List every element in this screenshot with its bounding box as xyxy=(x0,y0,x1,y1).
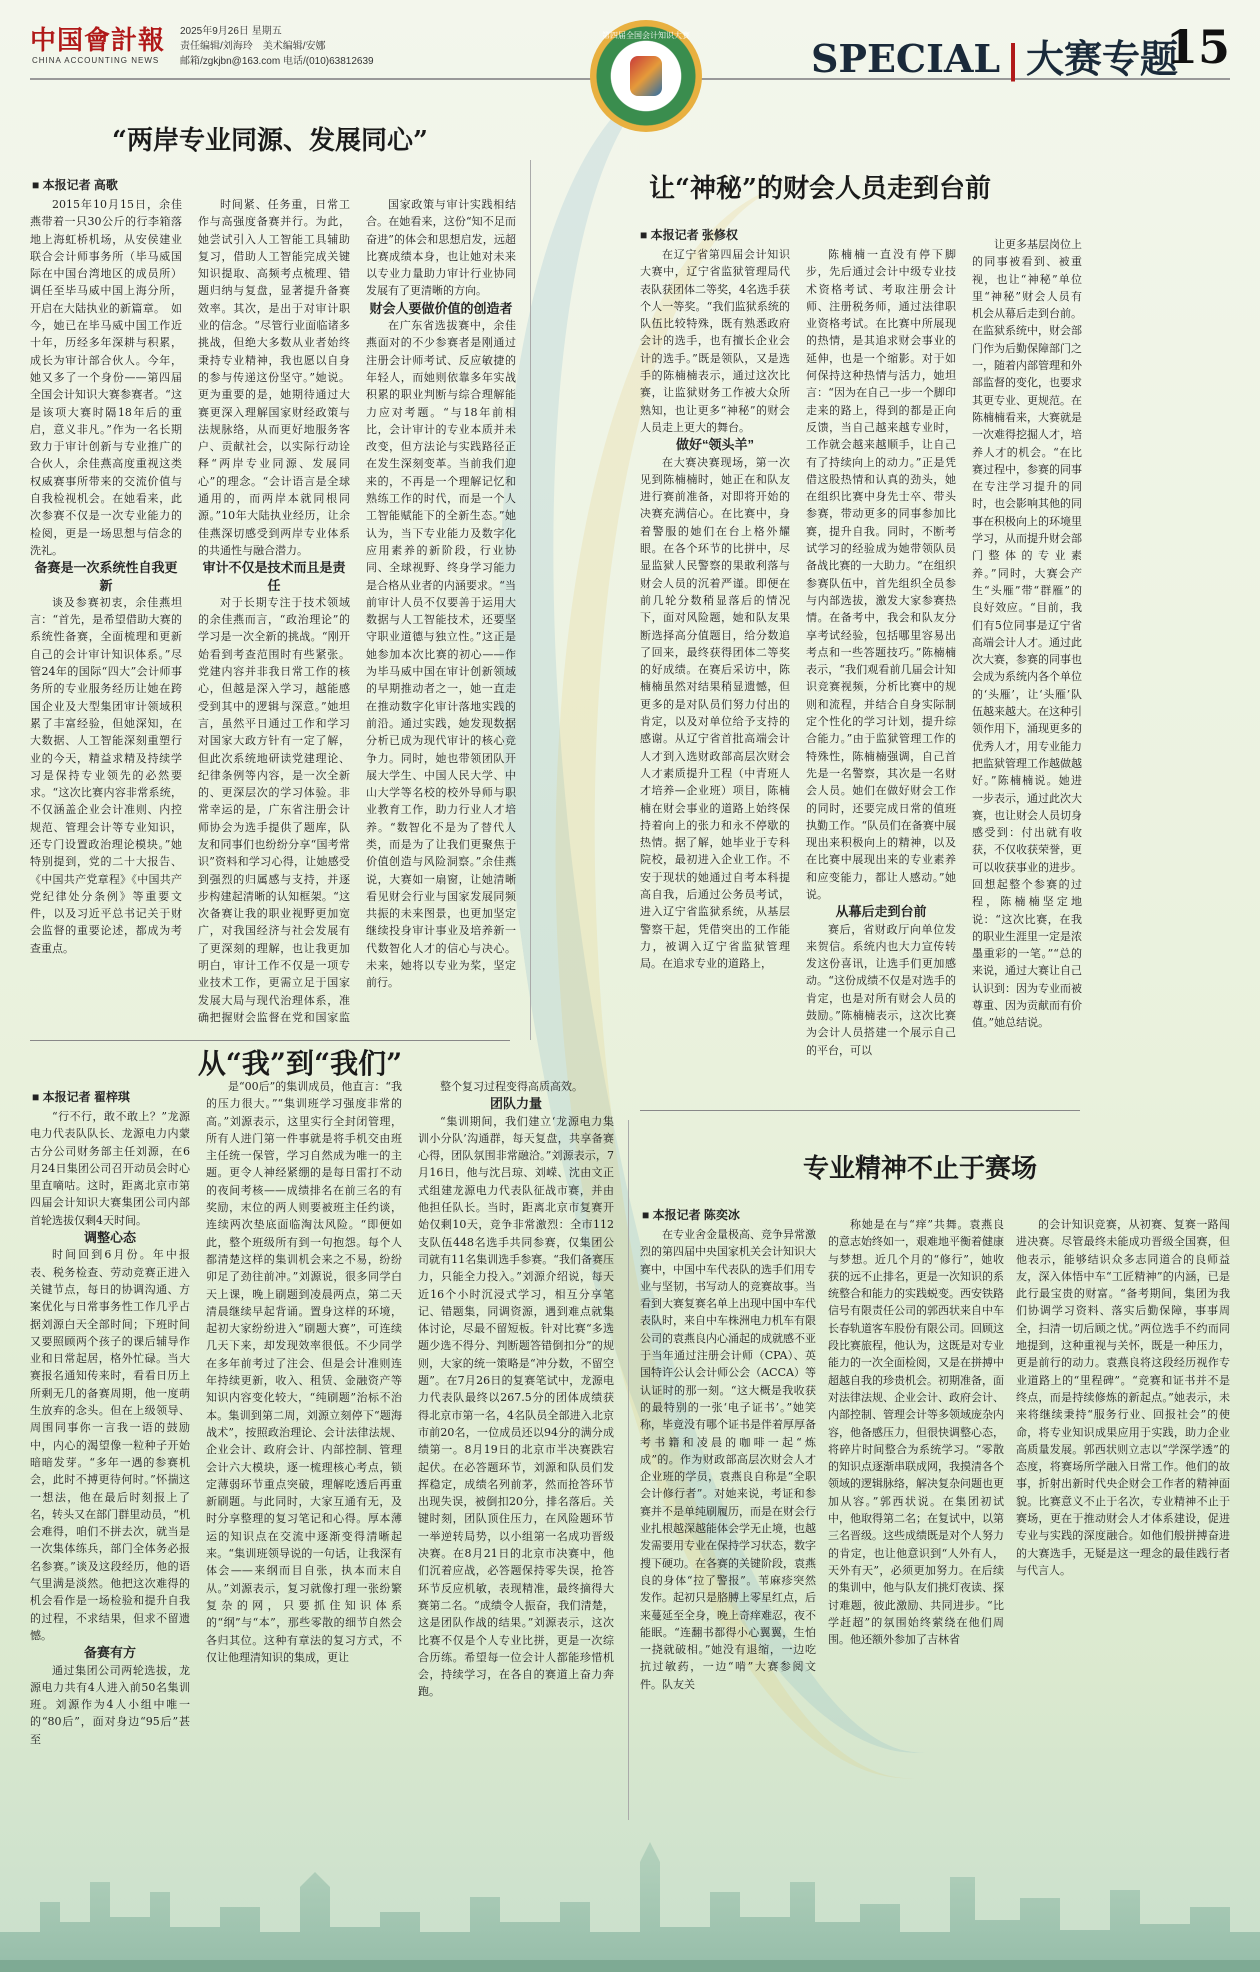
article-4-column-2 xyxy=(828,1216,1004,1826)
article-4-para: 称她是在与“痒”共舞。袁燕良的意志始终如一，艰难地平衡着健康与梦想。近几个月的“修行”，她收获的远不止排名，更是一次知识的系统整合和能力的实践蜕变。西安铁路信号有限责任公司的郭西状来自中车长春轨道客车股份有限公司。回顾这段比赛旅程，他认为，这既是对专业能力的一次全面检阅，又是在拼搏中超越自我的珍贵机会。初期准备，面对法律法规、企业会计、政府会计、内部控制、管理会计等多领域庞杂内容，他备感压力，但很快调整心态，将碎片时间整合为系统学习。“零散的知识点逐渐串联成网，我摸清各个领域的逻辑脉络，解决复杂问题也更加从容。”郭西状说。在集团初试中，他取得第二名；在复试中，以第三名晋级。这些成绩既是对个人努力的肯定，也让他意识到“人外有人，天外有天”，必须更加努力。在后续的集训中，他与队友们挑灯夜读、探讨难题，彼此激励、共同进步。“比学赶超”的氛围始终萦绕在他们周围。他还额外参加了吉林省 xyxy=(828,1218,1004,1647)
article-1-title: “两岸专业同源、发展同心” xyxy=(112,126,428,156)
section-en: SPECIAL xyxy=(810,36,1001,81)
article-4-byline: ■ 本报记者 陈奕冰 xyxy=(642,1206,740,1223)
article-2-para: 在大赛决赛现场，第一次见到陈楠楠时，她正在和队友进行赛前准备，对即将开始的决赛充满信心。在比赛中，身着警服的她们在台上格外耀眼。在各个环节的比拼中，尽显监狱人民警察的果敢利落与财会人员的沉着严谨。即便在前几轮分数稍显落后的情况下，面对风险题，她和队友果断选择高分值题目，给分数追了回来，最终获得团体二等奖的好成绩。在赛后采访中，陈楠楠虽然对结果稍显遗憾，但更多的是对队员们努力付出的肯定，以及对单位给予支持的感谢。从辽宁省首批高端会计人才到入选财政部高层次财会人才素质提升工程（中青班人才培养—企业班）项目，陈楠楠在财会事业的道路上始终保持着向上的张力和永不停歇的热情。据了解，她毕业于专科院校，最初进入企业工作。不安于现状的她通过自考本科提高自我，后通过公务员考试，进入辽宁省监狱系统，从基层警察干起，凭借突出的工作能力，被调入辽宁省监狱管理局。在追求专业的道路上， xyxy=(640,455,790,971)
article-1-para: 时间紧、任务重，日常工作与高强度备赛并行。为此，她尝试引入人工智能工具辅助复习，借助人工智能完成关键知识提取、高频考点梳理、错题归纳与复盘，显著提升备赛效率。其次，是出于对审计职业的信念。“尽管行业面临诸多挑战，但绝大多数从业者始终秉持专业精神，我也愿以自身的参与传递这份坚守。”她说。更为重要的是，她期待通过大赛更深入理解国家财经政策与法规脉络，从而更好地服务客户、贡献社会，以实际行动诠释“两岸专业同源、发展同心”的理念。“会计语言是全球通用的，而两岸本就同根同源。”10年大陆执业经历，让余佳燕深切感受到两岸专业体系的共通性与融合潜力。 xyxy=(198,198,350,557)
article-3-column-3 xyxy=(418,1078,614,1838)
article-3-column-1 xyxy=(30,1108,190,1828)
article-3-para: “集训期间，我们建立‘龙源电力集训小分队’沟通群，每天复盘，共享备赛心得，团队氛围非常融洽。”刘源表示，7月16日，他与沈吕琼、刘嵘、沈由文正式组建龙源电力代表队征战市赛，并由他担任队长。当时，距离北京市复赛开始仅剩10天，竞争非常激烈：全市112支队伍448名选手共同参赛，仅集团公司就有11名集训选手参赛。“我们备赛压力，只能全力投入。”刘源介绍说，每天近16个小时沉浸式学习，相互分享笔记、错题集，同调资源，遇到难点就集体讨论，尽最不留短板。针对比赛“多选题少选不得分、判断题答错倒扣分”的规则，大家的统一策略是“冲分数，不留空题”。在7月26日的复赛笔试中，龙源电力代表队最终以267.5分的团体成绩获得北京市第一名，4名队员全部进入北京市前20名，一位成员还以94分的满分成绩第一。8月19日的北京市半决赛跌宕起伏。在必答题环节，刘源和队员们发挥稳定，成绩名列前茅，然而抢答环节出现失误，被倒扣20分，排名落后。关键时刻，团队顶住压力，在风险题环节一举逆转局势，以小组第一名成功晋级决赛。在8月21日的北京市决赛中，他们沉着应战，必答题保持零失误，抢答环节反应机敏，表现精准，最终摘得大赛第二名。“成绩令人振奋，我们清楚，这是团队作战的结果。”刘源表示，这次比赛不仅是个人专业比拼，更是一次综合历练。希望每一位会计人都能珍惜机会，持续学习，在各自的赛道上奋力奔跑。 xyxy=(418,1114,614,1699)
article-2-column-2 xyxy=(806,246,956,1096)
badge-text: 第四届全国会计知识大赛 xyxy=(602,31,690,40)
article-1-para: 谈及参赛初衷，余佳燕坦言：“首先，是希望借助大赛的系统性备赛，全面梳理和更新自己的会计审计知识体系。”尽管24年的国际“四大”会计师事务所的专业服务经历让她在跨国企业及大型集团审计领域积累了丰富经验，但她深知，在大数据、人工智能深刻重塑行业的今天，精益求精及持续学习是保持专业领先的必然要求。“这次比赛内容非常系统，不仅涵盖企业会计准则、内控规范、管理会计等专业知识，还专门设置政治理论模块。”她特别提到，党的二十大报告、《中国共产党章程》《中国共产党纪律处分条例》等重要文件，以及习近平总书记关于财会监督的重要论述，都成为考查重点。 xyxy=(30,595,182,955)
city-skyline-illustration xyxy=(0,1832,1260,1972)
column-divider xyxy=(628,1120,629,1820)
article-4-title: 专业精神不止于赛场 xyxy=(802,1154,1037,1184)
article-1-subhead-3: 财会人要做价值的创造者 xyxy=(369,300,513,316)
article-3-byline: ■ 本报记者 翟梓琪 xyxy=(32,1088,130,1105)
article-3-para: “行不行，敢不敢上？”龙源电力代表队队长、龙源电力内蒙古分公司财务部主任刘源，在6月24日集团公司召开动员会时心里直嘀咕。这时，距离北京市第四届会计知识大赛集团公司内部首轮选拔仅剩4天时间。 xyxy=(30,1110,190,1227)
article-1-subhead-2: 审计不仅是技术而且是责任 xyxy=(202,560,346,593)
article-1-para: 对于长期专注于技术领域的余佳燕而言，“政治理论”的学习是一次全新的挑战。“刚开始看到考查范围时有些紧张。党建内容并非我日常工作的核心，但越是深入学习，越能感受到其中的逻辑与深意。”她坦言，虽然平日通过工作和学习对国家大政方针有一定了解，但此次系统地研读党建理论、纪律条例等内容，是一次全新的、更深层次的学习体验。非常幸运的是，广东省注册会计师协会为选手提供了题库，队友和同事们也纷纷分享“国考常识”资料和学习心得，让她感受到强烈的归属感与支持，并逐步构建起清晰的认知框架。“这次备赛让我的职业视野更加宽广，对我国经济与社会发展有了更深刻的理解，也让我更加明白，审计工作不仅是一项专业技术工作，更需立足于国家发展大局与现代治理体系，准确把握财会监督在党和国家监 xyxy=(198,595,350,1024)
section-title xyxy=(811,28,1178,83)
article-3-para: 整个复习过程变得高质高效。 xyxy=(440,1080,583,1093)
article-1-column-2 xyxy=(198,196,350,1026)
article-4-column-1 xyxy=(640,1226,816,1826)
issue-meta xyxy=(180,24,374,69)
article-1-subhead-1: 备赛是一次系统性自我更新 xyxy=(34,560,178,593)
article-1-para: 2015年10月15日，余佳燕带着一只30公斤的行李箱落地上海虹桥机场，从安侯建业联合会计师事务所（毕马威国际在中国台湾地区的成员所）调任至毕马威中国上海分所，开启在大陆执业的新篇章。 如今，她已在毕马威中国工作近十年，历经多年深耕与积累，成长为审计部合伙人。今年，她又多了一个身份——第四届全国会计知识大赛参赛者。“这是该项大赛时隔18年后的重启，意义非凡。”作为一名长期致力于审计创新与专业推广的合伙人，余佳燕高度重视这类权威赛事所带来的交流价值与自我检视机会。在她看来，此次参赛不仅是一次专业能力的检阅，更是一场思想与信念的洗礼。 xyxy=(30,198,182,557)
newspaper-logo-en: CHINA ACCOUNTING NEWS xyxy=(32,56,160,65)
contest-badge-logo xyxy=(590,20,702,132)
article-2-subhead-2: 从幕后走到台前 xyxy=(835,904,927,920)
article-3-title: 从“我”到“我们” xyxy=(197,1047,403,1080)
article-2-column-1 xyxy=(640,246,790,1096)
article-3-column-2 xyxy=(206,1078,402,1838)
article-1-para: 在广东省选拔赛中，余佳燕面对的不少参赛者是刚通过注册会计师考试、反应敏捷的年轻人，而她则依靠多年实战积累的职业判断与综合理解能力应对考题。“与18年前相比，会计审计的专业本质并未改变，但方法论与实践路径正在发生深刻变革。当前我们迎来的，不再是一个理解记忆和熟练工作的时代，而是一个人工智能赋能下的全新生态。”她认为，当下专业能力及数字化应用素养的新阶段，行业协同、全球视野、终身学习能力是合格从业者的内涵要求。“当前审计人员不仅要善于运用大数据与人工智能技术，还要坚守职业道德与独立性。”这正是她参加本次比赛的初心——作为毕马威中国在审计创新领域的早期推动者之一，她一直走在推动数字化审计落地实践的前沿。通过实践，她发现数据分析已成为现代审计的核心竞争力。同时，她也带领团队开展大学生、中国人民大学、中山大学等名校的校外导师与职业教育工作，助力行业人才培养。“数智化不是为了替代人类，而是为了让我们更聚焦于价值创造与风险洞察。”余佳燕说，大赛如一扇窗，让她清晰看见财会行业与国家发展同频共振的未来图景，也更加坚定继续投身审计事业及培养新一代数智化人才的信心与决心。未来，她将以专业为桨，坚定前行。 xyxy=(366,319,516,990)
article-2-byline: ■ 本报记者 张修权 xyxy=(640,226,738,243)
article-3-subhead-3: 团队力量 xyxy=(489,1096,542,1112)
article-2-para: 陈楠楠一直没有停下脚步，先后通过会计中级专业技术资格考试、考取注册会计师、注册税务师，通过法律职业资格考试。在比赛中所展现的热情，是其追求财会事业的延伸，也是一个缩影。对于如何保持这种热情与活力，她坦言：“因为在自己一步一个脚印走来的路上，得到的都是正向反馈，当自己越来越专业时，工作就会越来越顺手，让自己有了持续向上的动力。”正是凭借这股热情和认真的劲头，她在组织比赛中身先士卒、带头参赛，带动更多的同事参加比赛，提升自我。同时，不断考试学习的经验成为她带领队员备战比赛的一大助力。“在组织参赛队伍中，首先组织全员参与内部选拔，激发大家参赛热情。在备考中，我会和队友分享考试经验，包括哪里容易出考点和一些答题技巧。”陈楠楠表示，“我们观看前几届会计知识竞赛视频，分析比赛中的规则和流程，并结合自身实际制定个性化的学习计划，提升综合能力。”由于监狱管理工作的特殊性，陈楠楠强调，自己首先是一名警察，其次是一名财会人员。她们在做好财会工作的同时，还要完成日常的值班执勤工作。“队员们在备赛中展现出来积极向上的精神，以及在比赛中展现出来的专业素养和应变能力，都让人感动。”她说。 xyxy=(806,248,956,901)
article-1-byline: ■ 本报记者 高歌 xyxy=(32,176,118,193)
article-3-subhead-2: 备赛有方 xyxy=(83,1645,136,1661)
article-3-para: 是“00后”的集训成员，他直言：“我的压力很大。”“集训班学习强度非常的高。”刘源表示，这里实行全封闭管理，所有人进门第一件事就是将手机交由班主任统一保管，学习自然成为唯一的主题。更令人神经紧绷的是每日雷打不动的夜间考核——成绩排名在前三名的有奖励，末位的两人则要被班主任约谈，连续两次垫底面临淘汰风险。“即便如此，整个班级所有到一句抱怨。每个人都清楚这样的集训机会来之不易，纷纷卯足了劲往前冲。”刘源说，很多同学白天上课，晚上刷题到凌晨两点，第二天清晨继续早起背诵。置身这样的环境，起初大家纷纷进入“刷题大赛”，可连续几天下来，却发现效率很低。不少同学在多年前考过了注会、但是会计准则连年持续更新，收入、租赁、金融资产等知识内容变化较大，“纯刷题”治标不治本。集训到第二周，刘源立刻停下“题海战术”，按照政治理论、会计法律法规、企业会计、政府会计、内部控制、管理会计六大模块，逐一梳理核心考点，锁定薄弱环节重点突破，理解吃透后再重新刷题。与此同时，大家互通有无，及时分享整理的复习笔记和心得。厚本薄运的知识点在交流中逐渐变得清晰起来。“集训班领导说的一句话，让我深有体会——来纲而目自张，执本而末自从。”刘源表示，复习就像打理一张纷繁复杂的网，只要抓住知识体系的“纲”与“本”，那些零散的细节自然会各归其位。这种有章法的复习方式，不仅让他理清知识的集成，更让 xyxy=(206,1080,402,1664)
article-3-para: 通过集团公司两轮选拔，龙源电力共有4人进入前50名集训班。刘源作为4人小组中唯一的“80后”，面对身边“95后”甚至 xyxy=(30,1663,190,1746)
article-1-column-1 xyxy=(30,196,182,1026)
article-3-subhead-1: 调整心态 xyxy=(83,1230,136,1246)
column-divider xyxy=(530,160,531,1040)
section-divider xyxy=(30,1040,510,1041)
badge-emblem-icon xyxy=(630,56,662,96)
article-2-title: 让“神秘”的财会人员走到台前 xyxy=(649,174,991,204)
newspaper-logo: 中国會計報 xyxy=(30,26,166,56)
article-2-subhead-1: 做好“领头羊” xyxy=(675,437,754,453)
article-2-column-3 xyxy=(972,236,1082,1096)
article-2-para: 在辽宁省第四届会计知识大赛中，辽宁省监狱管理局代表队获团体二等奖，4名选手获个人一等奖。“我们监狱系统的队伍比较特殊，既有熟悉政府会计的选手，也有擅长企业会计的选手。”既是领队，又是选手的陈楠楠表示，通过这次比赛，让监狱财务工作被大众所熟知，也让更多“神秘”的财会人员走上更大的舞台。 xyxy=(640,248,790,434)
editor-line: 责任编辑/刘海玲 美术编辑/安娜 xyxy=(180,41,326,52)
article-4-para: 在专业舍金量极高、竞争异常激烈的第四届中央国家机关会计知识大赛中，中国中车代表队的选手们用专业与坚韧，书写动人的竞赛故事。当看到大赛复赛名单上出现中国中车代表队时，来自中车株洲电力机车有限公司的袁燕良内心涌起的成就感不亚于当年通过注册会计师（CPA）、英国特许公认会计师公会（ACCA）等认证时的那一刻。“这大概是我收获的最特别的一张‘电子证书’。”她笑称，毕竟没有哪个证书是伴着厚厚备考书籍和凌晨的咖啡一起“炼成”的。作为财政部高层次财会人才企业班的学员，袁燕良自称是“全职会计修行者”。对她来说，考证和参赛并不是单纯刷履历，而是在财会行业扎根越深越能体会学无止境，也越发需要用专业在保持学习状态，数字搜下硬功。在各赛的关键阶段，袁燕良的身体“拉了警报”。苇麻疹突然发作。起初只是胳膊上零星红点，后来蔓延至全身，晚上奇痒难忍，夜不能眠。“连翻书都得小心翼翼，生怕一挠就破相。”她没有退缩，一边吃抗过敏药，一边“啃”大赛参阅文件。队友关 xyxy=(640,1228,816,1691)
article-1-column-3 xyxy=(366,196,516,1026)
section-divider xyxy=(640,1110,1080,1111)
page-number: 15 xyxy=(1165,20,1230,74)
section-bar: | xyxy=(1006,36,1020,81)
section-cn: 大赛专题 xyxy=(1025,36,1178,81)
article-2-para: 赛后，省财政厅向单位发来贺信。系统内也大力宣传转发这份喜讯，让选手们更加感动。“这份成绩不仅是对选手的肯定，也是对所有财会人员的鼓励。”陈楠楠表示，这次比赛为会计人员搭建一个展示自己的平台，可以 xyxy=(806,922,956,1057)
article-2-para: 让更多基层岗位上的同事被看到、被重视，也让“神秘”单位里“神秘”财会人员有机会从幕后走到台前。在监狱系统中，财会部门作为后勤保障部门之一，随着内部管理和外部监督的变化，也要求其更专业、更规范。在陈楠楠看来，大赛就是一次难得挖掘人才，培养人才的机会。“在比赛过程中，参赛的同事在专注学习提升的同时，也会影响其他的同事在积极向上的环境里学习，从而提升财会部门整体的专业素养。”同时，大赛会产生“头雁”带“群雁”的良好效应。“目前，我们有5位同事是辽宁省高端会计人才。通过此次大赛，参赛的同事也会成为系统内各个单位的‘头雁’，让‘头雁’队伍越来越大。在这种引领作用下，涌现更多的优秀人才，用专业能力把监狱管理工作越做越好。”陈楠楠说。她进一步表示，通过此次大赛，也让财会人员切身感受到：付出就有收获，不仅收获荣誉，更可以收获事业的进步。回想起整个参赛的过程，陈楠楠坚定地说：“这次比赛，在我的职业生涯里一定是浓墨重彩的一笔。”“总的来说，通过大赛让自己认识到：因为专业而被尊重、因为贡献而有价值。”她总结说。 xyxy=(972,238,1082,1030)
contact-line: 邮箱/zgkjbn@163.com 电话/(010)63812639 xyxy=(180,56,374,67)
article-4-para: 的会计知识竞赛，从初赛、复赛一路闯进决赛。尽管最终未能成功晋级全国赛，但他表示，能够结识众多志同道合的良师益友，深入体悟中车“工匠精神”的内涵，已是此行最宝贵的财富。“备考期间，集团为我们协调学习资料、落实后勤保障，事事周全，扫清一切后顾之忧。”两位选手不约而同地提到，这种重视与关怀，既是一种压力，更是前行的动力。袁燕良将这段经历视作专业道路上的“里程碑”。“竞赛和证书并不是终点，而是持续修炼的新起点。”她表示，未来将继续秉持“服务行业、回报社会”的使命，将专业知识成果应用于实践，助力企业高质量发展。郭西状则立志以“学深学透”的态度，将赛场所学融入日常工作。他们的故事，折射出新时代央企财会工作者的精神面貌。比赛意义不止于名次，专业精神不止于赛场，更在于推动财会人才体系建设，促进专业与实践的深度融合。如他们般拼搏奋进的大赛选手，无疑是这一理念的最佳践行者与代言人。 xyxy=(1016,1218,1230,1577)
article-3-para: 时间回到6月份。年中报表、税务检查、劳动竞赛正进入关键节点，每日的协调沟通、方案优化与日常事务性工作几乎占据刘源白天全部时间；下班时间又要照顾两个孩子的课后辅导作业和日常起居，格外忙碌。当大赛报名通知传来时，看看日历上所剩无几的备赛周期，他一度萌生放弃的念头。但在上级领导、周围同事你一言我一语的鼓励中，内心的渴望像一粒种子开始暗暗发芽。“多年一遇的参赛机会，此时不搏更待何时。”怀揣这一想法，他在最后时刻报上了名，转头又在部门群里动员，“机会难得，咱们不拼去次，就当是一次集体练兵，部门全体务必报名参赛。”谈及这段经历，他的语气里满是淡然。他把这次难得的机会看作是一场检验和提升自我的过程，不求结果，但求不留遗憾。 xyxy=(30,1248,190,1642)
article-4-column-3 xyxy=(1016,1216,1230,1826)
date-line: 2025年9月26日 星期五 xyxy=(180,26,282,37)
article-1-para: 国家政策与审计实践相结合。在她看来，这份“知不足而奋进”的体会和思想启发，远超比赛成绩本身，也让她对未来以专业力量助力审计行业协同发展有了更清晰的方向。 xyxy=(366,198,516,298)
